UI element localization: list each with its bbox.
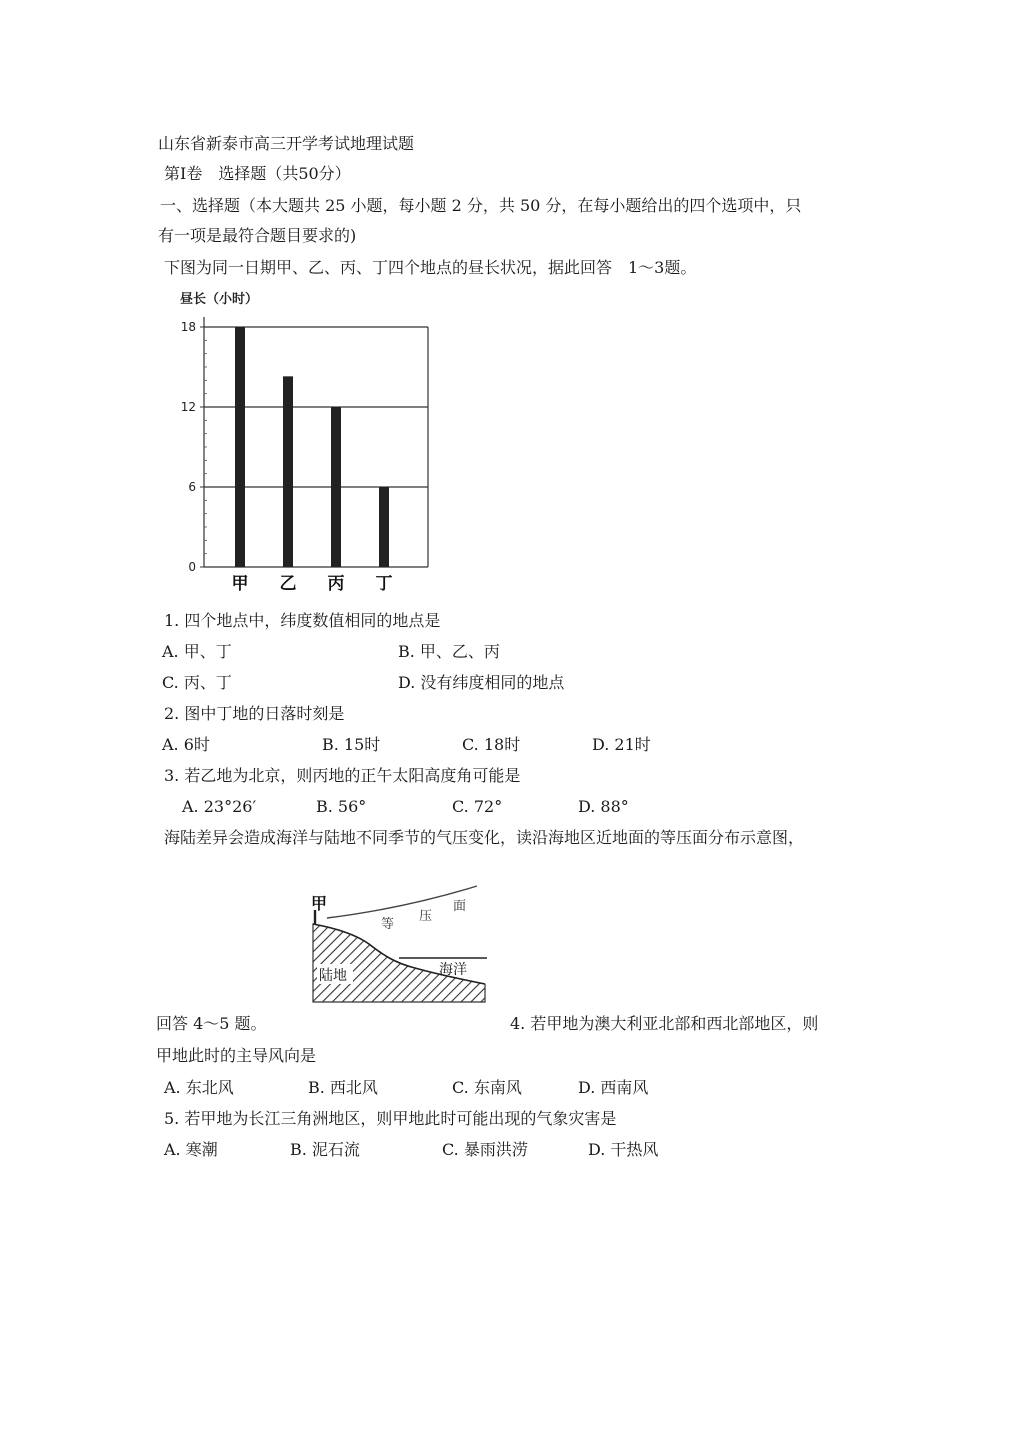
question-5-option-d: D. 干热风: [588, 1140, 659, 1159]
part-heading: 第Ⅰ卷 选择题（共50分）: [164, 164, 351, 183]
question-3-option-d: D. 88°: [578, 797, 629, 816]
diagram-label-isobar-3: 面: [453, 899, 467, 914]
question-4-stem-part2: 甲地此时的主导风向是: [156, 1046, 317, 1065]
section-instruction-line1: 一、选择题（本大题共 25 小题，每小题 2 分，共 50 分，在每小题给出的四个选项中，只: [160, 196, 802, 215]
chart-y-tick-label: 0: [188, 560, 196, 574]
figure-intro-2: 海陆差异会造成海洋与陆地不同季节的气压变化，读沿海地区近地面的等压面分布示意图，: [164, 828, 805, 847]
question-5-option-b: B. 泥石流: [290, 1140, 360, 1159]
chart-bar: [283, 376, 293, 567]
question-5-option-a: A. 寒潮: [164, 1140, 218, 1159]
chart-x-tick-label: 丁: [375, 574, 393, 594]
chart-bars: [235, 327, 389, 567]
question-1-option-a: A. 甲、丁: [162, 642, 232, 661]
isobar-diagram: [305, 880, 495, 1008]
question-4-option-a: A. 东北风: [164, 1078, 234, 1097]
chart-x-tick-label: 甲: [231, 574, 249, 594]
question-1-stem: 1. 四个地点中，纬度数值相同的地点是: [164, 611, 441, 630]
question-2-option-b: B. 15时: [322, 735, 381, 754]
diagram-label-isobar-1: 等: [381, 917, 395, 932]
question-5-option-c: C. 暴雨洪涝: [442, 1140, 528, 1159]
question-2-option-d: D. 21时: [592, 735, 651, 754]
figure-intro-2-end: 回答 4～5 题。: [156, 1014, 267, 1033]
chart-ylabel: 昼长（小时）: [180, 292, 259, 307]
question-4-option-d: D. 西南风: [578, 1078, 649, 1097]
question-4-option-c: C. 东南风: [452, 1078, 522, 1097]
question-2-option-a: A. 6时: [162, 735, 210, 754]
chart-y-tick-label: 18: [180, 320, 196, 334]
diagram-label-land: 陆地: [319, 968, 347, 984]
question-2-stem: 2. 图中丁地的日落时刻是: [164, 704, 345, 723]
question-5-stem: 5. 若甲地为长江三角洲地区，则甲地此时可能出现的气象灾害是: [164, 1109, 617, 1128]
question-3-option-c: C. 72°: [452, 797, 503, 816]
exam-title: 山东省新泰市高三开学考试地理试题: [158, 134, 415, 153]
question-2-option-c: C. 18时: [462, 735, 521, 754]
diagram-label-ocean: 海洋: [439, 962, 467, 978]
section-instruction-line2: 有一项是最符合题目要求的): [158, 226, 357, 245]
chart-bar: [235, 327, 245, 567]
question-3-option-b: B. 56°: [316, 797, 367, 816]
chart-bar: [379, 487, 389, 567]
chart-bar: [331, 407, 341, 567]
question-4-stem-part1: 4. 若甲地为澳大利亚北部和西北部地区，则: [510, 1014, 819, 1033]
chart-y-tick-label: 6: [188, 480, 196, 494]
day-length-bar-chart: [170, 285, 450, 600]
question-1-option-b: B. 甲、乙、丙: [398, 642, 500, 661]
diagram-label-isobar-2: 压: [419, 909, 433, 924]
figure-intro-1: 下图为同一日期甲、乙、丙、丁四个地点的昼长状况，据此回答 1～3题。: [164, 258, 697, 277]
chart-x-tick-label: 乙: [279, 574, 297, 594]
question-4-option-b: B. 西北风: [308, 1078, 378, 1097]
chart-x-tick-label: 丙: [327, 574, 345, 594]
chart-x-ticks: [232, 574, 393, 594]
question-3-stem: 3. 若乙地为北京，则丙地的正午太阳高度角可能是: [164, 766, 521, 785]
question-1-option-d: D. 没有纬度相同的地点: [398, 673, 565, 692]
question-3-option-a: A. 23°26′: [182, 797, 257, 816]
diagram-label-jia: 甲: [311, 894, 328, 913]
chart-y-ticks: [181, 320, 207, 574]
chart-y-tick-label: 12: [180, 400, 196, 414]
question-1-option-c: C. 丙、丁: [162, 673, 232, 692]
